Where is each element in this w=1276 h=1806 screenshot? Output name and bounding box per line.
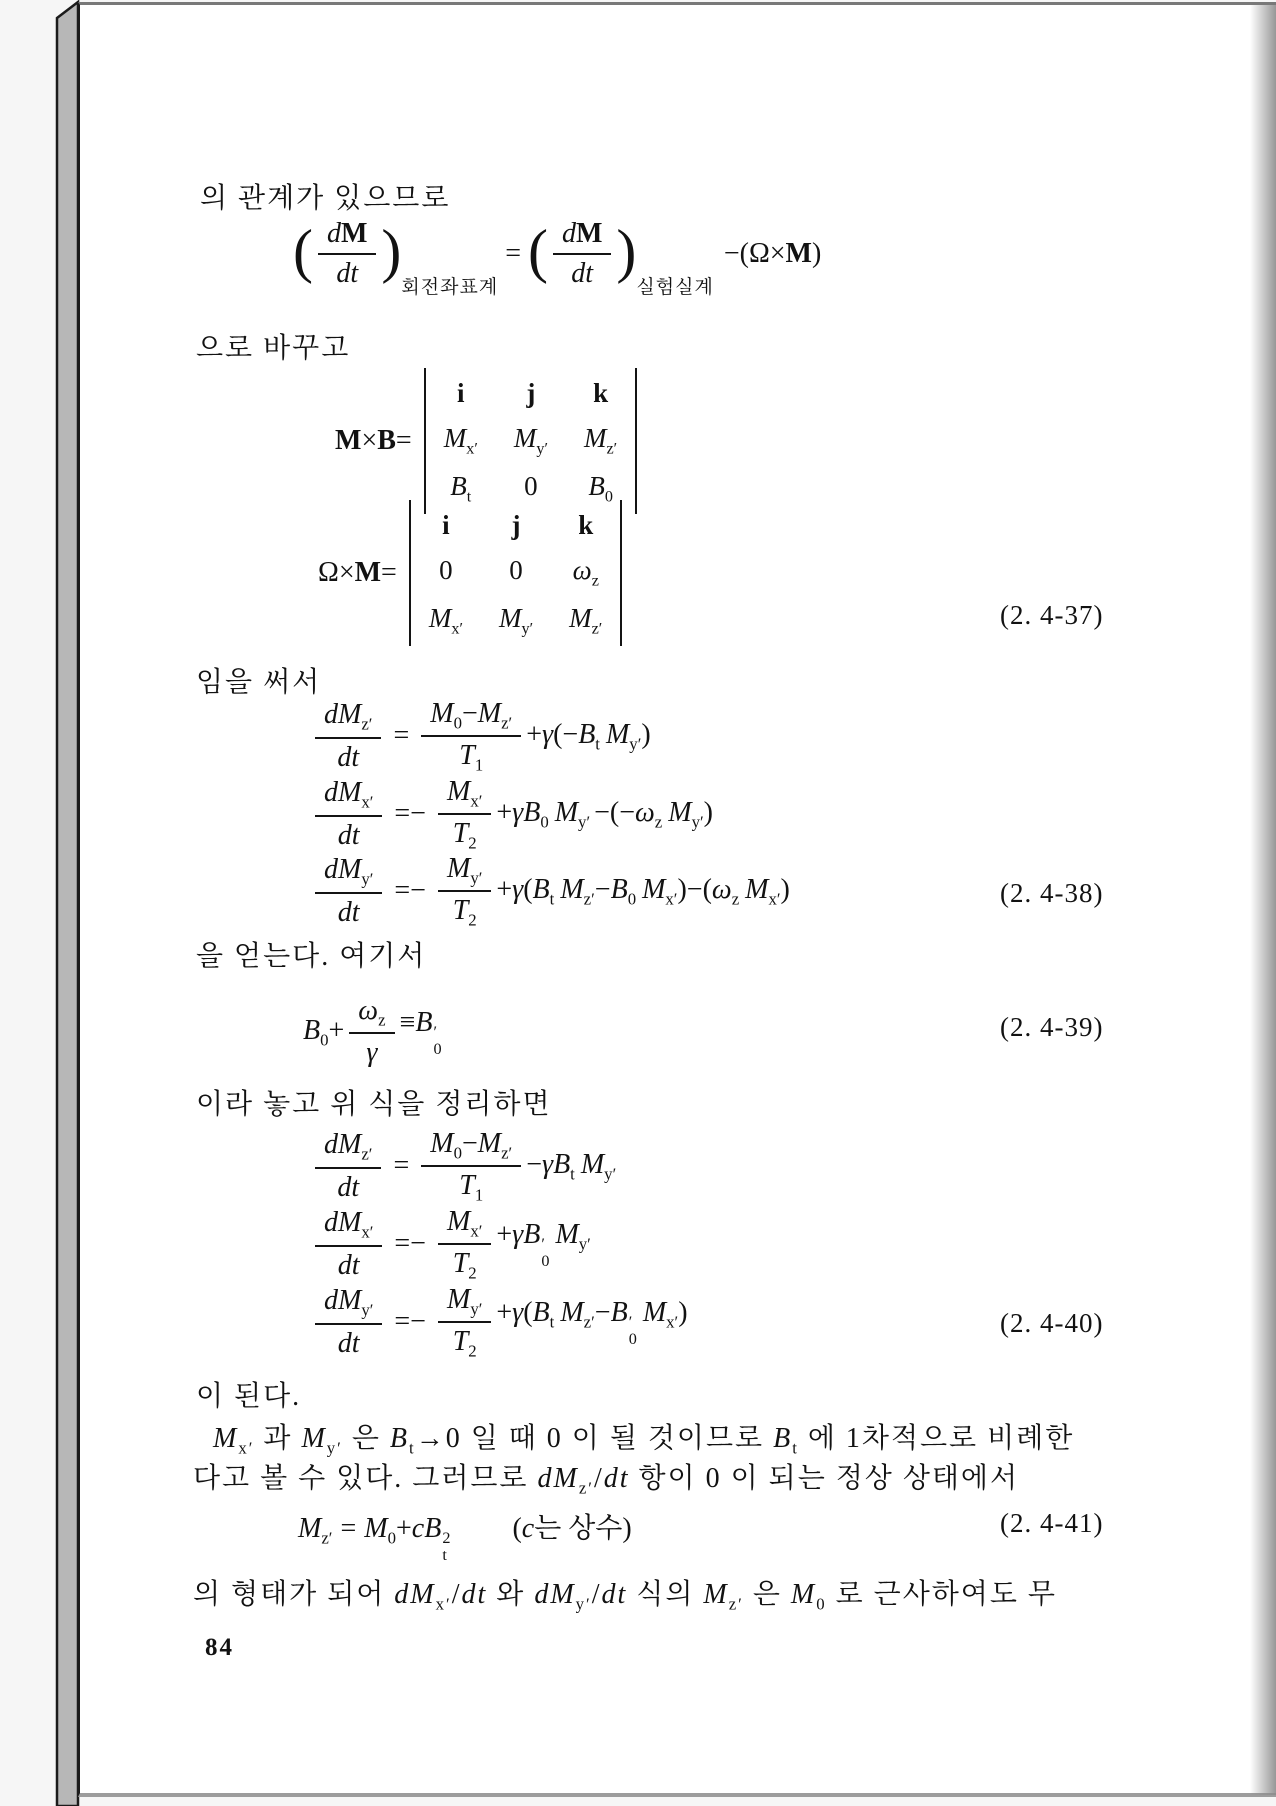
paragraph-line-2: 다고 볼 수 있다. 그러므로 $dM_{z'}/dt$ 항이 0 이 되는 정상 상태에서	[193, 1463, 1020, 1498]
matrix-3x3: i j k $M_{x'}$ $M_{y'}$ $M_{z'}$ $B_t$ 0 $B_0$	[443, 378, 618, 505]
text-line-becomes: 이 된다.	[196, 1381, 302, 1412]
equals-sign: =	[505, 238, 521, 269]
fraction-dM-dt: $\frac{dM}{dt}$	[318, 218, 376, 290]
equation-number-2-4-37: (2. 4-37)	[1000, 600, 1104, 630]
open-paren: (	[293, 218, 313, 284]
page-number: 84	[205, 1634, 234, 1661]
text-line-obtain: 을 얻는다. 여기서	[196, 941, 427, 972]
equation-bloch-y: $\frac{dM_{y'}}{dt}$ =− $\frac{M_{y'}}{T_2}$ $+\gamma(B_t$ $M_{z'}-B_0$ $M_{x'})-(\omega_z$ $M_{x'}$)	[310, 853, 790, 930]
fraction-dM-dt: $\frac{dM}{dt}$	[553, 218, 611, 290]
equation-number-2-4-40: (2. 4-40)	[1000, 1308, 1104, 1338]
text-line-substitute: 으로 바꾸고	[196, 333, 351, 364]
equation-number-2-4-38: (2. 4-38)	[1000, 878, 1104, 908]
equation-bloch-z: $\frac{dM_{z'}}{dt}$ = $\frac{M_0-M_{z'}}{T_1}$ $+\gamma(-B_t$ $M_{y'}$)	[310, 698, 651, 775]
paragraph-line-3: 의 형태가 되어 $dM_{x'}/dt$ 와 $dM_{y'}/dt$ 식의 $M_{z'}$ 은 $M_0$ 로 근사하여도 무	[193, 1579, 1057, 1614]
equation-steady-state-Mz: $M_{z'} = M_0+cB$ 2 t (c는 상수)	[298, 1513, 632, 1564]
open-paren: (	[527, 218, 548, 284]
equation-rearranged-z: $\frac{dM_{z'}}{dt}$ = $\frac{M_0-M_{z'}}{T_1}$ $-\gamma B_t$ $M_{y'}$	[310, 1128, 616, 1205]
paragraph-line-1: $M_{x'}$ 과 $M_{y'}$ 은 $B_t\to 0$ 일 때 0 이 될 것이므로 $B_t$ 에 1차적으로 비례한	[213, 1423, 1075, 1458]
MxB-label: M×B=	[335, 425, 412, 457]
equation-MxB-determinant	[335, 368, 637, 514]
omega-cross-M-term: −(Ω×M)	[723, 238, 822, 269]
equation-number-2-4-39: (2. 4-39)	[1000, 1012, 1104, 1042]
subscript-rotating-frame: 회전좌표계	[401, 277, 499, 298]
equation-rearranged-x: $\frac{dM_{x'}}{dt}$ =− $\frac{M_{x'}}{T_2}$ +γB ′ 0 $M_{y'}$	[310, 1206, 591, 1283]
text-line-rearrange: 이라 놓고 위 식을 정리하면	[196, 1089, 552, 1120]
text-line-using: 임을 써서	[196, 667, 322, 698]
subscript-lab-frame: 실험실계	[636, 277, 714, 298]
equation-OmegaxM-determinant	[318, 500, 622, 646]
matrix-3x3: i j k 0 0 $\omega_z$ $M_{x'}$ $M_{y'}$ $M_{z'}$	[428, 510, 603, 637]
close-paren: )	[616, 218, 637, 284]
close-paren: )	[381, 218, 402, 284]
determinant-bars	[424, 368, 638, 514]
equation-number-2-4-41: (2. 4-41)	[1000, 1508, 1104, 1538]
page-right-shadow	[1250, 5, 1276, 1795]
OmegaxM-label: Ω×M=	[318, 557, 397, 589]
equation-B0-prime-definition: $B_0+$ $\frac{\omega_z}{\gamma}$ ≡B ′ 0	[303, 995, 442, 1069]
equation-bloch-x: $\frac{dM_{x'}}{dt}$ =− $\frac{M_{x'}}{T_2}$ $+\gamma B_0$ $M_{y'} -(-\omega_z$ $M_{y'}$)	[310, 776, 713, 853]
text-line-relation: 의 관계가 있으므로	[200, 183, 451, 214]
equation-rearranged-y: $\frac{dM_{y'}}{dt}$ =− $\frac{M_{y'}}{T_2}$ $+\gamma(B_t$ $M_{z'}-B$ ′ 0 $M_{x'}$)	[310, 1284, 688, 1361]
determinant-bars	[409, 500, 623, 646]
equation-frame-transform	[293, 218, 822, 298]
page-left-edge	[50, 0, 80, 1806]
